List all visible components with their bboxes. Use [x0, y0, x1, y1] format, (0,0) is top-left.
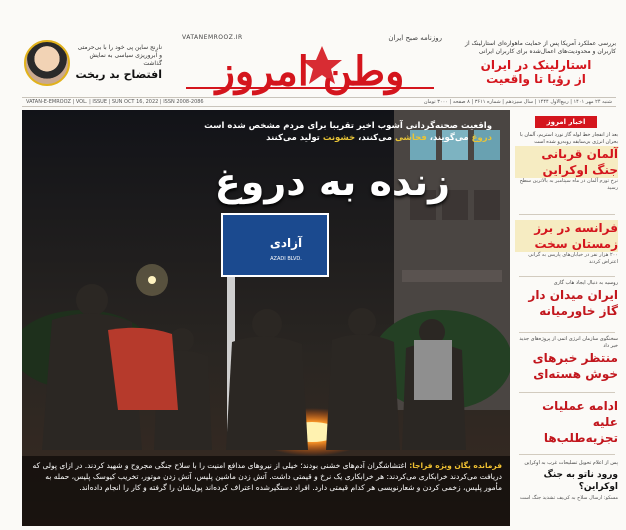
photo-caption: [22, 456, 510, 526]
logo-wordmark: وطن امروز: [215, 48, 405, 95]
sidebar-item-headline: آلمان قربانی جنگ اوکراین: [515, 146, 618, 178]
teaser-left-blurb: نارنج ساین پی خود را با بی‌حرمتی و آبروریزی سیاسی به نمایش گذاشت: [77, 44, 162, 67]
teaser-portrait: [24, 40, 70, 86]
main-story[interactable]: [22, 110, 510, 526]
teaser-right-headline-2: از رؤیا تا واقعیت: [486, 72, 586, 86]
caption-body: اغتشاشگران آدم‌های خشنی بودند؛ خیلی از نیروهای مدافع امنیت را با سلاح جنگی مجروح و شهید کردند. در ازای پولی که دریافت می‌کردند خرابکاری می‌کردند: هر خرابکاری یک نرخ و قیمتی داشت. آتش زدن ماشین پلیس، آتش زدن موتور، تخریب کیوسک پلیس، حمله به مأمور پلیس، زخمی کردن و شعارنویسی هر کدام قیمتی دارد. افراد دستگیرشده اعتراف کرده‌اند پول‌شان را گرفته و کار را انجام داده‌اند.: [32, 461, 502, 492]
sidebar-divider: [519, 332, 615, 333]
issue-info-left: VATAN-E-EMROOZ | VOL. | ISSUE | SUN OCT 16, 2022 | ISSN 2008-2086: [26, 99, 204, 105]
sidebar: [515, 110, 618, 526]
kicker-word-lie: دروغ: [471, 133, 492, 143]
kicker-line-2: [112, 132, 492, 144]
street-sign-text-fa: آزادی: [269, 236, 303, 250]
teaser-left-headline: افتضاح بد ریخت: [75, 68, 162, 81]
header: [0, 0, 626, 96]
sidebar-item-headline: ادامه عملیات علیه تجزیه‌طلب‌ها: [542, 399, 618, 445]
masthead: [172, 34, 448, 95]
kicker-part-d: می‌کنند،: [355, 133, 395, 143]
sidebar-item-nato[interactable]: [515, 460, 618, 502]
sidebar-item-blurb: بعد از انفجار خط لوله گاز نورد استریم، آلمان با بحران انرژی بی‌سابقه روبه‌رو شده است: [519, 132, 618, 145]
issue-info-bar: [22, 97, 616, 107]
sidebar-item-note: ۲۰۰ هزار نفر در خیابان‌های پاریس به گرانی اعتراض کردند: [528, 252, 618, 265]
sidebar-item-blurb: روسیه به دنبال ایجاد هاب گازی: [553, 280, 618, 286]
header-teaser-left[interactable]: [22, 40, 162, 92]
sidebar-item-headline: منتظر خبرهای خوش هسته‌ای: [532, 351, 618, 381]
issue-info-right: شنبه ۲۴ مهر ۱۴۰۱ | ربیع‌الاول ۱۴۴۴ | سال سیزدهم | شماره ۳۶۱۱ | ۸ صفحه | ۳۰۰۰ تومان: [423, 99, 612, 105]
sidebar-divider: [519, 214, 615, 215]
sidebar-divider: [519, 454, 615, 455]
main-headline[interactable]: زنده به دروغ: [214, 160, 450, 204]
teaser-right-blurb: بررسی عملکرد آمریکا پس از حمایت ماهواره‌ای استارلینک از کاربران و محدودیت‌های اعمال‌شده برای کاربران ایرانی: [465, 40, 616, 55]
sidebar-item-headline: ایران میدان دار گاز خاورمیانه: [528, 288, 618, 318]
kicker-line-1: واقعیت صحنه‌گردانی آشوب اخیر تقریبا برای مردم مشخص شده است: [204, 121, 492, 131]
masthead-url: VATANEMROOZ.IR: [182, 34, 243, 41]
kicker-part-f: تولید می‌کنند: [266, 133, 323, 143]
kicker-word-insult: فحاشی: [394, 133, 427, 143]
sidebar-divider: [519, 392, 615, 393]
sidebar-item-note: نرخ تورم آلمان در ماه سپتامبر به بالاترین سطح رسید: [519, 178, 618, 191]
sidebar-bottom-headline: ورود ناتو به جنگ اوکراین؟: [543, 470, 618, 492]
caption-lead: فرمانده یگان ویژه فراجا:: [406, 461, 502, 470]
sidebar-item-operations[interactable]: [515, 398, 618, 446]
sidebar-bottom-blurb: پس از اعلام تحویل تسلیحات غرب به اوکراین: [524, 460, 618, 466]
sidebar-item-headline: فرانسه در برز زمستان سخت: [515, 220, 618, 252]
sidebar-bottom-note: مسکو: ارسال سلاح به کی‌یف تشدید جنگ است: [519, 495, 618, 501]
sidebar-tag: اخبار امروز: [535, 116, 597, 128]
kicker-part-b: می‌گویند،: [426, 133, 472, 143]
header-teaser-right[interactable]: [456, 40, 616, 92]
sidebar-item-france[interactable]: [515, 220, 618, 266]
sidebar-divider: [519, 276, 615, 277]
masthead-tagline: روزنامه صبح ایران: [388, 34, 442, 42]
story-kicker: [112, 120, 492, 144]
sidebar-item-germany[interactable]: [515, 132, 618, 192]
sidebar-item-iran-gas[interactable]: [515, 280, 618, 319]
newspaper-logo: [172, 40, 448, 95]
teaser-right-headline-1: استارلینک در ایران: [480, 58, 592, 72]
sidebar-item-blurb: سخنگوی سازمان انرژی اتمی از پروژه‌های جدید خبر داد: [519, 336, 618, 349]
kicker-word-violence: خشونت: [322, 133, 356, 143]
sidebar-item-nuclear[interactable]: [515, 336, 618, 382]
street-sign-text-en: AZADI BLVD.: [270, 256, 302, 262]
